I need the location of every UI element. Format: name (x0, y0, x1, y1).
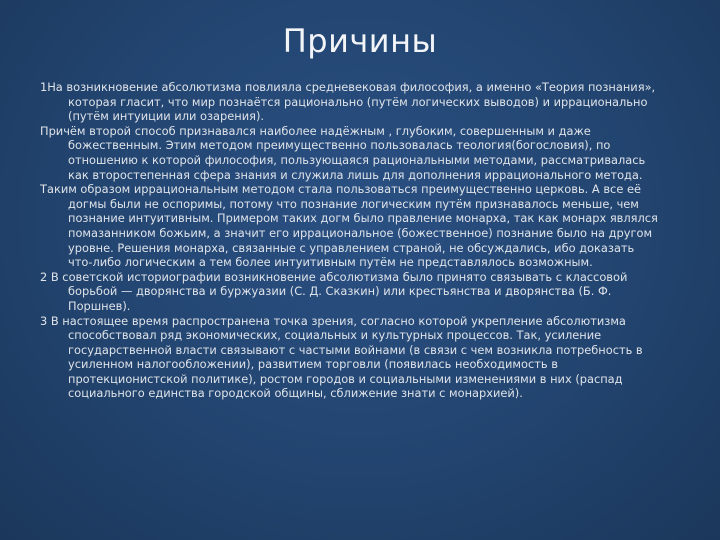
paragraph-1: 1На возникновение абсолютизма повлияла средневековая философия, а именно «Теория познания», которая гласит, что мир познаётся рационально (путём логических выводов) и иррационально (путём интуиции или озарения). (40, 80, 656, 124)
paragraph-5: 3 В настоящее время распространена точка зрения, согласно которой укрепление абсолютизма способствовал ряд экономических, социальных и культурных процессов. Так, усиление государственной власти связывают с частыми войнами (в связи с чем возникла потребность в усиленном налогообложении), развитием торговли (появилась необходимость в протекционистской политике), ростом городов и социальными изменениями в них (распад социального единства городской общины, сближение знати с монархией). (40, 313, 643, 401)
slide-title: Причины (282, 22, 438, 60)
paragraph-3: Таким образом иррациональным методом стала пользоваться преимущественно церковь. А все её догмы были не оспоримы, потому что познание логическим путём признавалось меньше, чем познание интуитивным. Примером таких догм было правление монарха, так как монарх являлся помазанником божьим, а значит его иррациональное (божественное) познание было на другом уровне. Решения монарха, связанные с управлением страной, не обсуждались, ибо доказать что-либо логическим а тем более интуитивным путём не представлялось возможным. (40, 182, 658, 270)
paragraph-4: 2 В советской историографии возникновение абсолютизма было принято связывать с классовой борьбой — дворянства и буржуазии (С. Д. Сказкин) или крестьянства и дворянства (Б. Ф. Поршнев). (40, 269, 628, 313)
paragraph-2: Причём второй способ признавался наиболее надёжным , глубоким, совершенным и даже божественным. Этим методом преимущественно пользовалась теология(богословия), по отношению к которой философия, пользующаяся рациональными методами, рассматривалась как второстепенная сфера знания и служила лишь для дополнения иррационального метода. (40, 123, 646, 182)
slide-body (40, 80, 662, 401)
